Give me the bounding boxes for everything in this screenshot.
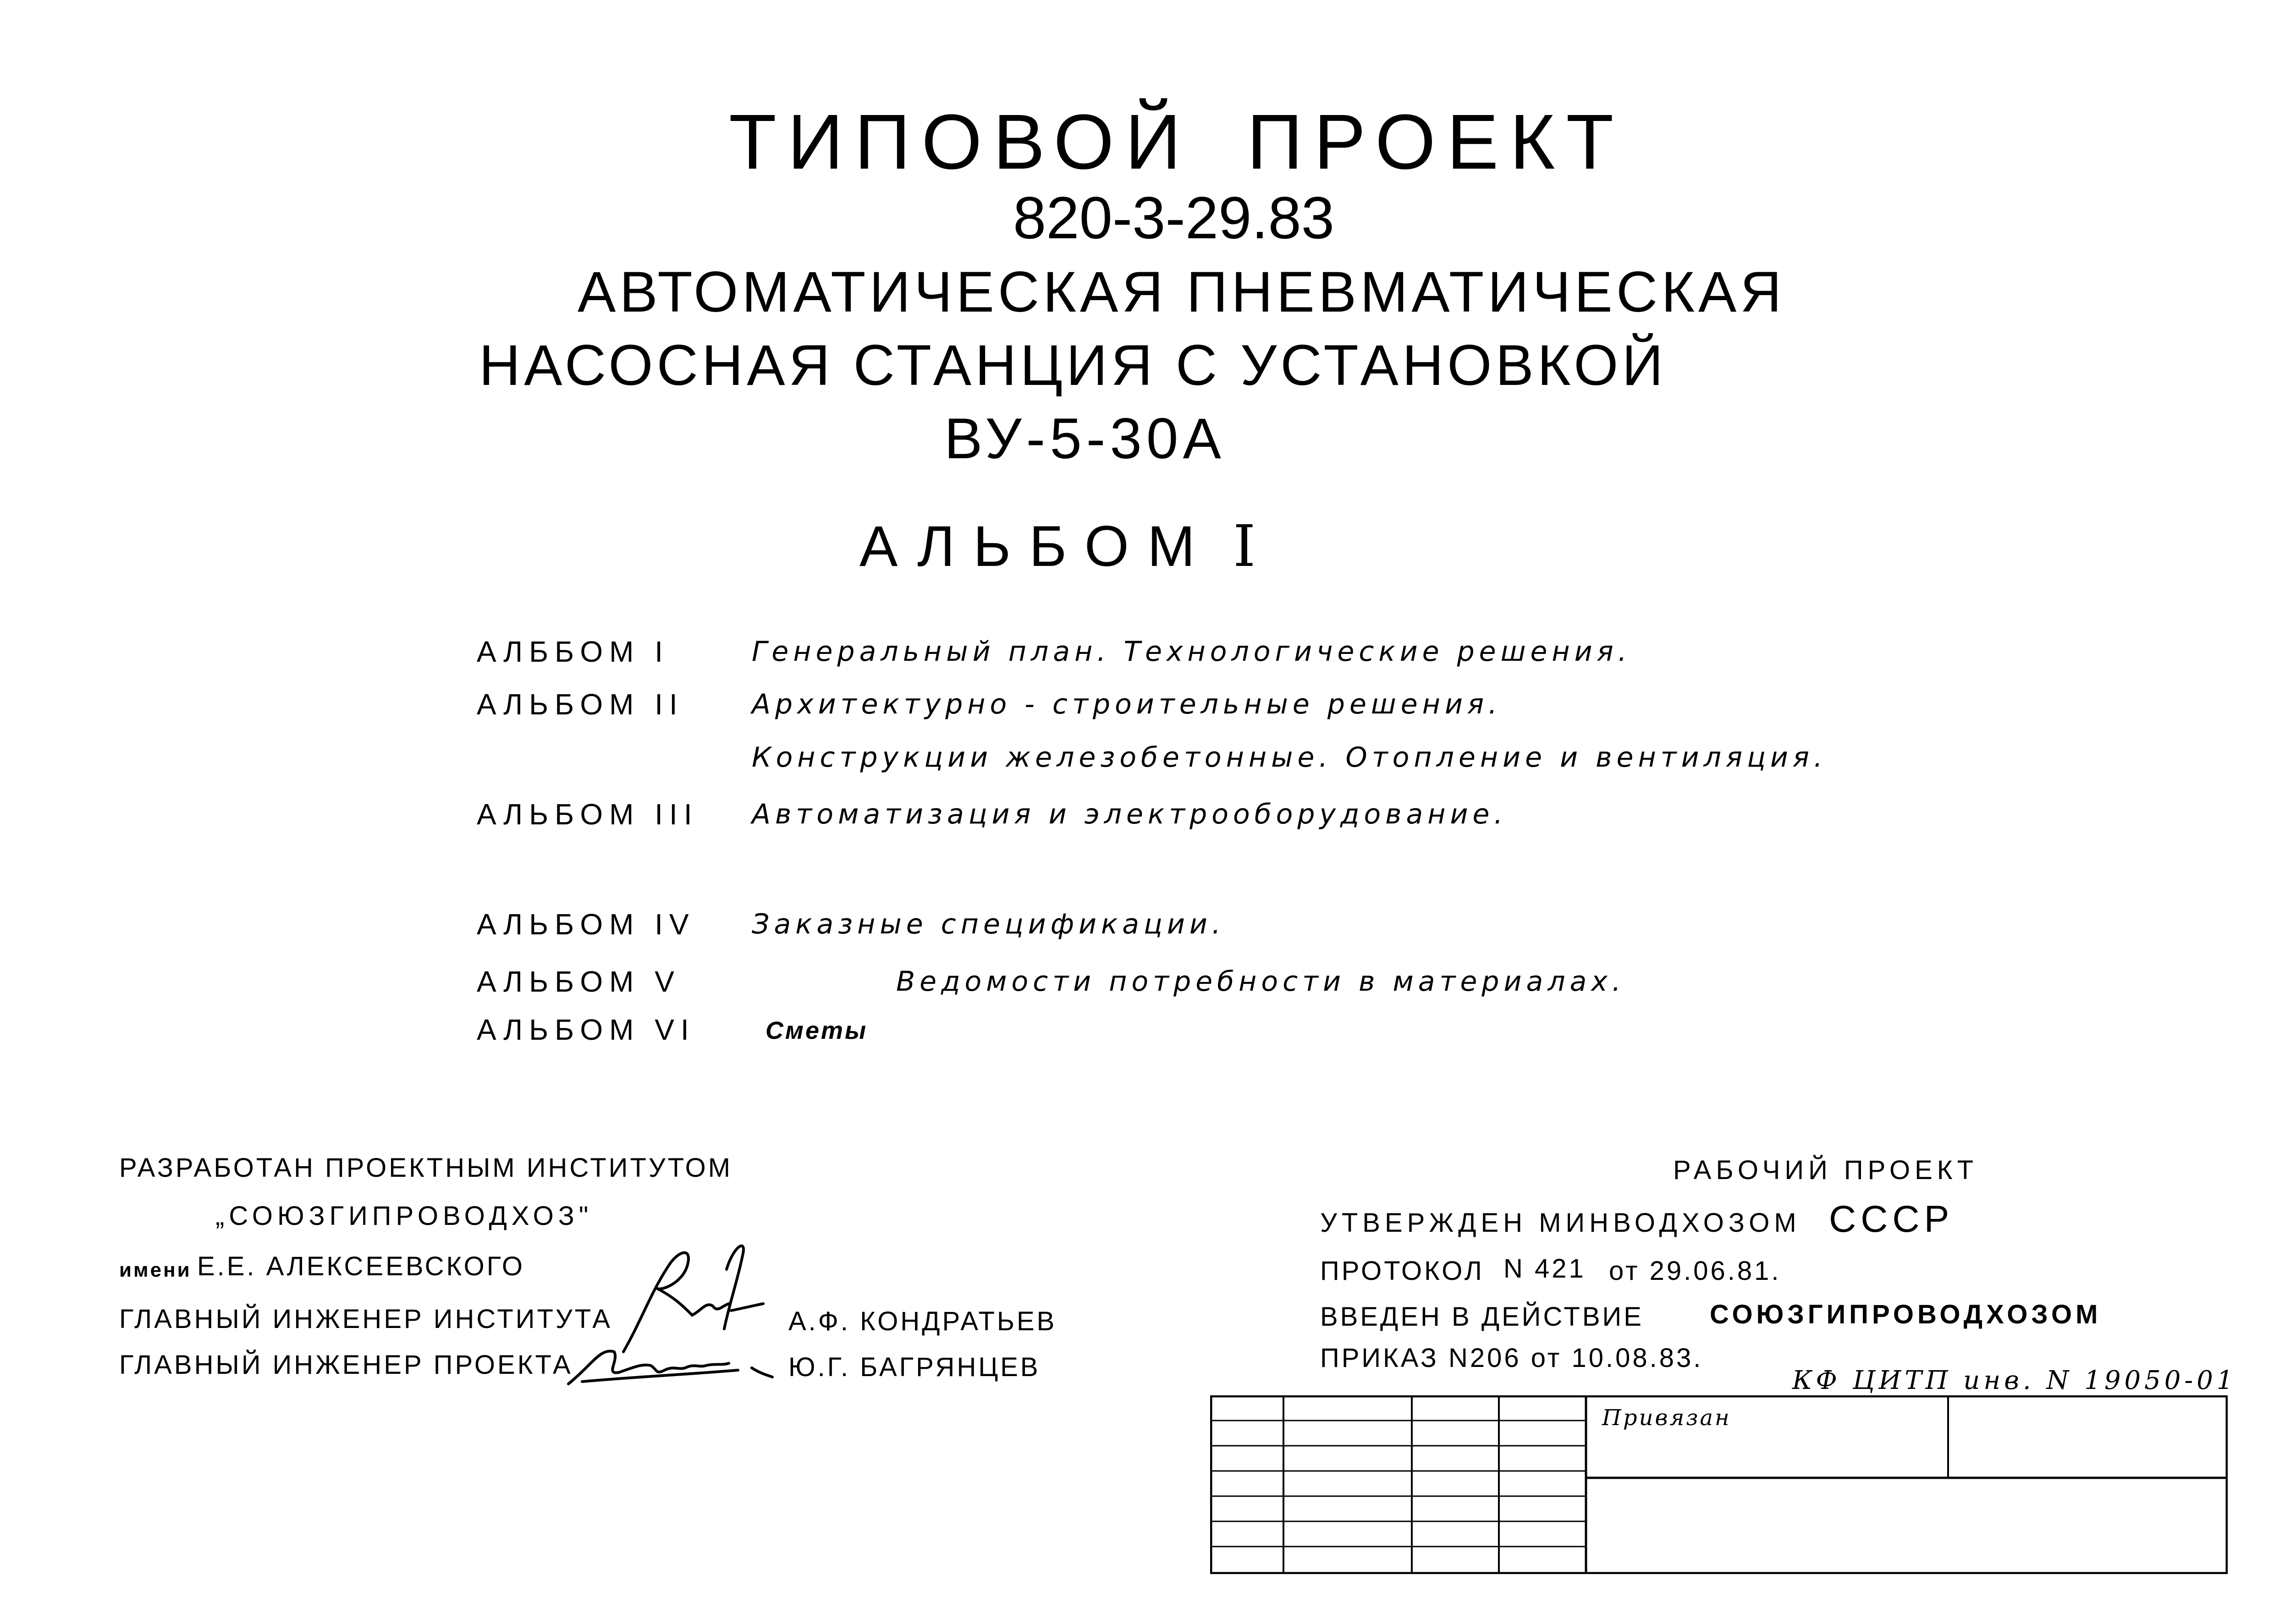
inventory-number: КФ ЦИТП инв. N 19050-01 — [1792, 1366, 2237, 1395]
album-list-label: АЛЬБОМ II — [477, 688, 684, 721]
album-list-label: АЛББОМ I — [477, 635, 670, 668]
album-list-desc: Генеральный план. Технологические решения. — [752, 636, 1631, 668]
title-line1-left: ТИПОВОЙ — [729, 99, 1192, 186]
bound-label: Привязан — [1602, 1405, 1731, 1431]
album-list-label: АЛЬБОМ V — [477, 965, 681, 998]
approval-line1: РАБОЧИЙ ПРОЕКТ — [1673, 1155, 1978, 1185]
chief-engineer-institute-name: А.Ф. КОНДРАТЬЕВ — [788, 1306, 1057, 1336]
developer-line2: „СОЮЗГИПРОВОДХОЗ" — [215, 1201, 593, 1231]
chief-engineer-institute-label: ГЛАВНЫЙ ИНЖЕНЕР ИНСТИТУТА — [119, 1304, 612, 1334]
chief-engineer-project-name: Ю.Г. БАГРЯНЦЕВ — [788, 1352, 1041, 1382]
album-list-desc: Конструкции железобетонные. Отопление и вентиляция. — [752, 741, 1828, 774]
title-line1-right: ПРОЕКТ — [1247, 99, 1625, 186]
signature-chief-engineer-project — [564, 1338, 775, 1393]
album-heading-label: АЛЬБОМ — [859, 515, 1214, 578]
album-list-label: АЛЬБОМ III — [477, 798, 699, 831]
album-list-label: АЛЬБОМ IV — [477, 908, 695, 941]
approval-line3-number: N 421 — [1503, 1254, 1586, 1284]
album-heading-numeral: I — [1233, 513, 1274, 580]
developer-line1: РАЗРАБОТАН ПРОЕКТНЫМ ИНСТИТУТОМ — [119, 1153, 733, 1183]
chief-engineer-project-label: ГЛАВНЫЙ ИНЖЕНЕР ПРОЕКТА — [119, 1350, 573, 1380]
title-line5: ВУ-5-30А — [944, 407, 1226, 471]
approval-line2-org: СССР — [1829, 1198, 1954, 1240]
album-list-desc: Архитектурно - строительные решения. — [752, 688, 1502, 720]
album-list-desc: Заказные спецификации. — [752, 908, 1225, 940]
album-list-desc: Автоматизация и электрооборудование. — [752, 798, 1508, 830]
approval-line2-prefix: УТВЕРЖДЕН МИНВОДХОЗОМ — [1320, 1208, 1801, 1238]
developer-line3-prefix: имени — [119, 1259, 192, 1281]
approval-line3-date: от 29.06.81. — [1609, 1256, 1781, 1286]
approval-line3-prefix: ПРОТОКОЛ — [1320, 1256, 1484, 1286]
album-list-desc: Ведомости потребности в материалах. — [896, 966, 1625, 998]
developer-line3: Е.Е. АЛЕКСЕЕВСКОГО — [197, 1251, 525, 1281]
title-line3: АВТОМАТИЧЕСКАЯ ПНЕВМАТИЧЕСКАЯ — [578, 260, 1785, 324]
approval-line5: ПРИКАЗ N206 от 10.08.83. — [1320, 1343, 1703, 1373]
approval-line4-prefix: ВВЕДЕН В ДЕЙСТВИЕ — [1320, 1302, 1644, 1332]
approval-line4-org: СОЮЗГИПРОВОДХОЗОМ — [1710, 1300, 2102, 1329]
album-list-label: АЛЬБОМ VI — [477, 1013, 695, 1046]
title-line4: НАСОСНАЯ СТАНЦИЯ С УСТАНОВКОЙ — [479, 334, 1667, 397]
project-number: 820-3-29.83 — [1013, 184, 1335, 251]
album-list-desc: Сметы — [765, 1017, 868, 1044]
